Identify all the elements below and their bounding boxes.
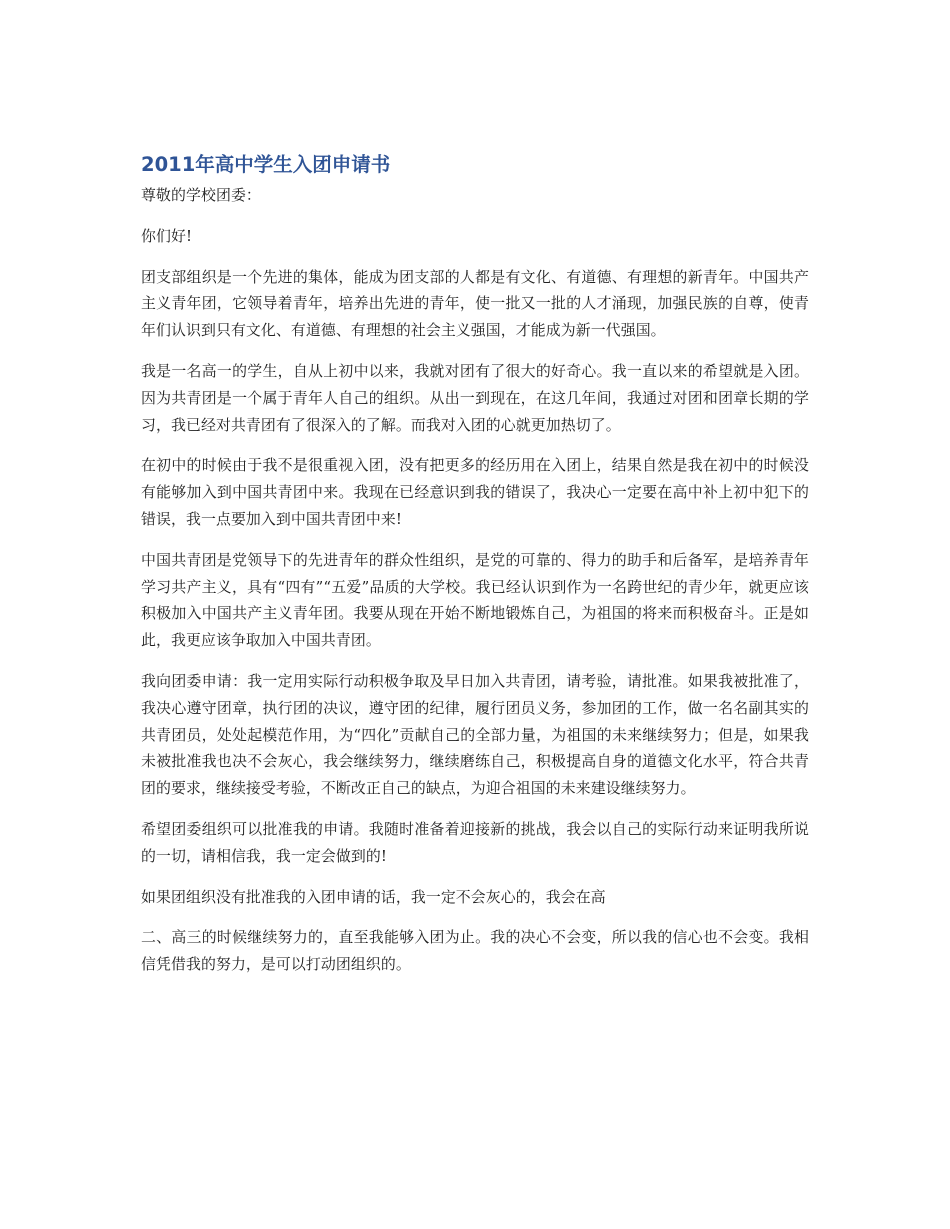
- paragraph-1: 团支部组织是一个先进的集体，能成为团支部的人都是有文化、有道德、有理想的新青年。中国共产主义青年团，它领导着青年，培养出先进的青年，使一批又一批的人才涌现，加强民族的自尊，使青年们认识到只有文化、有道德、有理想的社会主义强国，才能成为新一代强国。: [141, 267, 809, 340]
- paragraph-3: 在初中的时候由于我不是很重视入团，没有把更多的经历用在入团上，结果自然是我在初中的时候没有能够加入到中国共青团中来。我现在已经意识到我的错误了，我决心一定要在高中补上初中犯下的错误，我一点要加入到中国共青团中来!: [141, 456, 809, 528]
- document-title: 2011年高中学生入团申请书: [141, 153, 391, 176]
- document-page: [141, 150, 809, 992]
- paragraph-5: 我向团委申请：我一定用实际行动积极争取及早日加入共青团，请考验，请批准。如果我被批准了，我决心遵守团章，执行团的决议，遵守团的纪律，履行团员义务，参加团的工作，做一名名副其实的共青团员，处处起模范作用，为“四化”贡献自己的全部力量，为祖国的未来继续努力；但是，如果我未被批准我也决不会灰心，我会继续努力，继续磨练自己，积极提高自身的道德文化水平，符合共青团的要求，继续接受考验，不断改正自己的缺点，为迎合祖国的未来建设继续努力。: [141, 671, 809, 798]
- paragraph-7: 如果团组织没有批准我的入团申请的话，我一定不会灰心的，我会在高: [141, 887, 606, 906]
- paragraph-8: 二、高三的时候继续努力的，直至我能够入团为止。我的决心不会变，所以我的信心也不会变。我相信凭借我的努力，是可以打动团组织的。: [141, 928, 809, 974]
- paragraph-6: 希望团委组织可以批准我的申请。我随时准备着迎接新的挑战，我会以自己的实际行动来证明我所说的一切，请相信我，我一定会做到的!: [141, 819, 809, 865]
- paragraph-4: 中国共青团是党领导下的先进青年的群众性组织，是党的可靠的、得力的助手和后备军，是培养青年学习共产主义，具有“四有”“五爱”品质的大学校。我已经认识到作为一名跨世纪的青少年，就更应该积极加入中国共产主义青年团。我要从现在开始不断地锻炼自己，为祖国的将来而积极奋斗。正是如此，我更应该争取加入中国共青团。: [141, 550, 809, 650]
- salutation: 尊敬的学校团委：: [141, 186, 261, 204]
- greeting: 你们好!: [141, 226, 193, 245]
- paragraph-2: 我是一名高一的学生，自从上初中以来，我就对团有了很大的好奇心。我一直以来的希望就是入团。因为共青团是一个属于青年人自己的组织。从出一到现在，在这几年间，我通过对团和团章长期的学习，我已经对共青团有了很深入的了解。而我对入团的心就更加热切了。: [141, 361, 809, 434]
